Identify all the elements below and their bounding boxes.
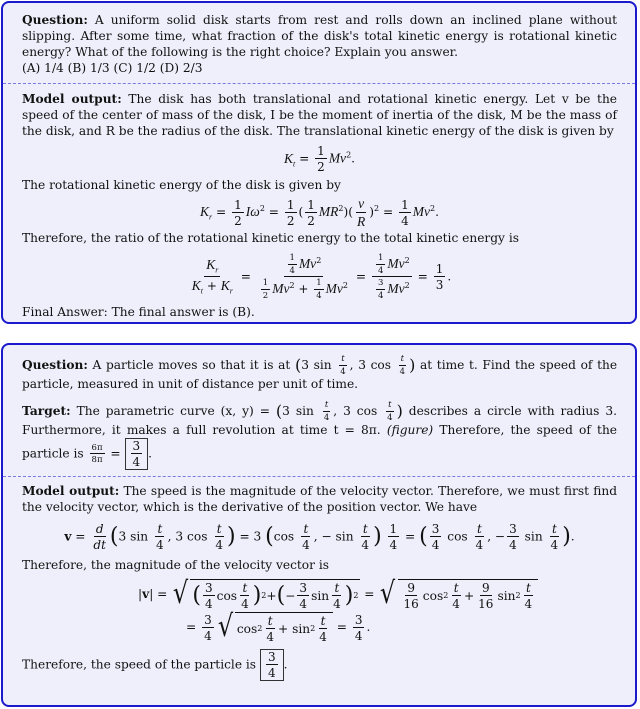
question-text-2: at time t. Find the speed of the particle, measured in unit of distance per unit of time.: [22, 358, 618, 391]
question-section: [3, 3, 635, 83]
question-label: Question:: [22, 358, 88, 372]
inline-curve-math: (3 sin $\frac{t}{4}$ , 3 cos $\frac{t}{4}$ ): [275, 400, 403, 423]
question-text: A uniform solid disk starts from rest and rolls down an inclined plane without slipping. After some time, what fraction of the disk's total kinetic energy is rotational kinetic energy? What of the following is the right choice? Explain you answer.: [22, 13, 617, 59]
figure-placeholder: (figure): [386, 423, 434, 437]
example-card-disk: [1, 1, 637, 324]
final-answer-text: Therefore, the speed of the particle is: [22, 657, 257, 672]
model-output-label: Model output:: [22, 92, 122, 106]
model-output-text-2: The rotational kinetic energy of the disk is given by: [22, 178, 341, 192]
final-answer: Final Answer: The final answer is (B).: [22, 305, 255, 319]
model-output-text: The speed is the magnitude of the velocity vector. Therefore, we must first find the velocity vector, which is the derivative of the position vector. We have: [22, 484, 618, 514]
equation-rotational: $K_r$ = $\frac{1}{2}$ $I\omega^2$ = $\frac{1}{2}$ ( $\frac{1}{2}$ $MR^2$)( $\frac{v}{R}$ )$^2$ = $\frac{1}{4}$ Mv$^2$.: [200, 196, 439, 229]
target-text-3: Therefore, the speed of the particle is: [22, 423, 618, 461]
question-text: A particle moves so that it is at: [92, 358, 291, 372]
example-card-particle: [1, 343, 637, 707]
model-output-label: Model output:: [22, 484, 120, 498]
model-output-text: The disk has both translational and rotational kinetic energy. Let v be the speed of the center of mass of the disk, I be the moment of inertia of the disk, M be the mass of the disk, and R be the radius of the disk. The translational kinetic energy of the disk is given by: [22, 92, 618, 138]
equation-magnitude-2: = $\frac{3}{4}$ √ cos 2 $\frac{t}{4}$ + sin 2 $\frac{t}{4}$ = $\frac{3}{4}$ .: [186, 609, 371, 644]
equation-translational: $K_t$ = $\frac{1}{2}$ Mv$^2$.: [283, 144, 356, 174]
target-label: Target:: [22, 404, 71, 418]
boxed-answer: $\frac{3}{4}$: [125, 438, 149, 470]
inline-position-math: (3 sin $\frac{t}{4}$ , 3 cos $\frac{t}{4}$ ): [294, 354, 416, 377]
model-output-text-3: Therefore, the ratio of the rotational kinetic energy to the total kinetic energy is: [22, 231, 519, 245]
answer-choices: (A) 1/4 (B) 1/3 (C) 1/2 (D) 2/3: [22, 61, 203, 75]
model-output-section: Model output: The speed is the magnitude of the velocity vector. Therefore, we must first find the velocity vector, which is the derivative of the position vector. We have v = $\frac{d}{dt}$ (3 sin $\frac{t}{4}$ , 3 cos $\frac{t}{4}$ ) = 3 (cos $\frac{t}{4}$ , − sin $\frac{t}{4}$ ) $\frac{1}{4}$ = ( $\frac{3}{4}$ cos $\frac{t}{4}$ , − $\frac{3}{4}$ sin $\frac{t}{4}$ ). Therefore, the magnitude of the velocity vector is |v| = √ ( $\frac{3}{4}$ cos $\frac{t}{4}$ ) 2 + ( − $\frac{3}{4}$ sin $\frac{t}{4}$ ) 2 = √ $\frac{9}{16}$ cos 2 $\frac{t}{4}$ + $\frac{9}{16}$ sin 2 $\frac{t}{4}$ = $\frac{3}{4}$ √ cos 2 $\frac{t}{4}$ + sin 2 $\frac{t}{4}$ = $\frac{3}{4}$ . Therefore, the speed of the particle is $\frac{3}{4}$ .: [22, 484, 618, 680]
equation-magnitude-1: |v| = √ ( $\frac{3}{4}$ cos $\frac{t}{4}$ ) 2 + ( − $\frac{3}{4}$ sin $\frac{t}{4}$ ) 2 = √ $\frac{9}{16}$ cos 2 $\frac{t}{4}$ + $\frac{9}{16}$ sin 2 $\frac{t}{4}$: [138, 579, 617, 610]
boxed-final-answer: $\frac{3}{4}$: [260, 649, 284, 681]
model-output-section: [3, 84, 635, 320]
question-label: Question:: [22, 13, 88, 27]
model-output-text-2: Therefore, the magnitude of the velocity vector is: [22, 558, 329, 572]
equation-ratio: $\frac{K_r}{K_t + K_r}$ = $\frac{1}{4}$ Mv$^2$ $\frac{1}{2}$ $Mv^2$ + $\frac{1}{4}$ Mv$^2$ = $\frac{1}{4}$ Mv$^2$ $\frac{3}{4}$ Mv$^2$ = $\frac{1}{3}$ .: [191, 253, 452, 301]
target-text: The parametric curve (x, y) =: [76, 404, 270, 418]
target-text-2: describes a circle with radius 3. Furthermore, it makes a full revolution at time t = 8π.: [22, 404, 618, 437]
equation-velocity: v = $\frac{d}{dt}$ (3 sin $\frac{t}{4}$ , 3 cos $\frac{t}{4}$ ) = 3 (cos $\frac{t}{4}$ , − sin $\frac{t}{4}$ ) $\frac{1}{4}$ = ( $\frac{3}{4}$ cos $\frac{t}{4}$ , − $\frac{3}{4}$ sin $\frac{t}{4}$ ).: [64, 522, 575, 552]
question-section: Question: A particle moves so that it is at (3 sin $\frac{t}{4}$ , 3 cos $\frac{t}{4}$ ) at time t. Find the speed of the particle, measured in unit of distance per unit of time. Target: The parametric curve (x, y) = (3 sin $\frac{t}{4}$ , 3 cos $\frac{t}{4}$ ) describes a circle with radius 3. Furthermore, it makes a full revolution at time t = 8π. (figure) Therefore, the speed of the particle is $\frac{6\pi}{8\pi}$ = $\frac{3}{4}$ .: [22, 354, 618, 469]
